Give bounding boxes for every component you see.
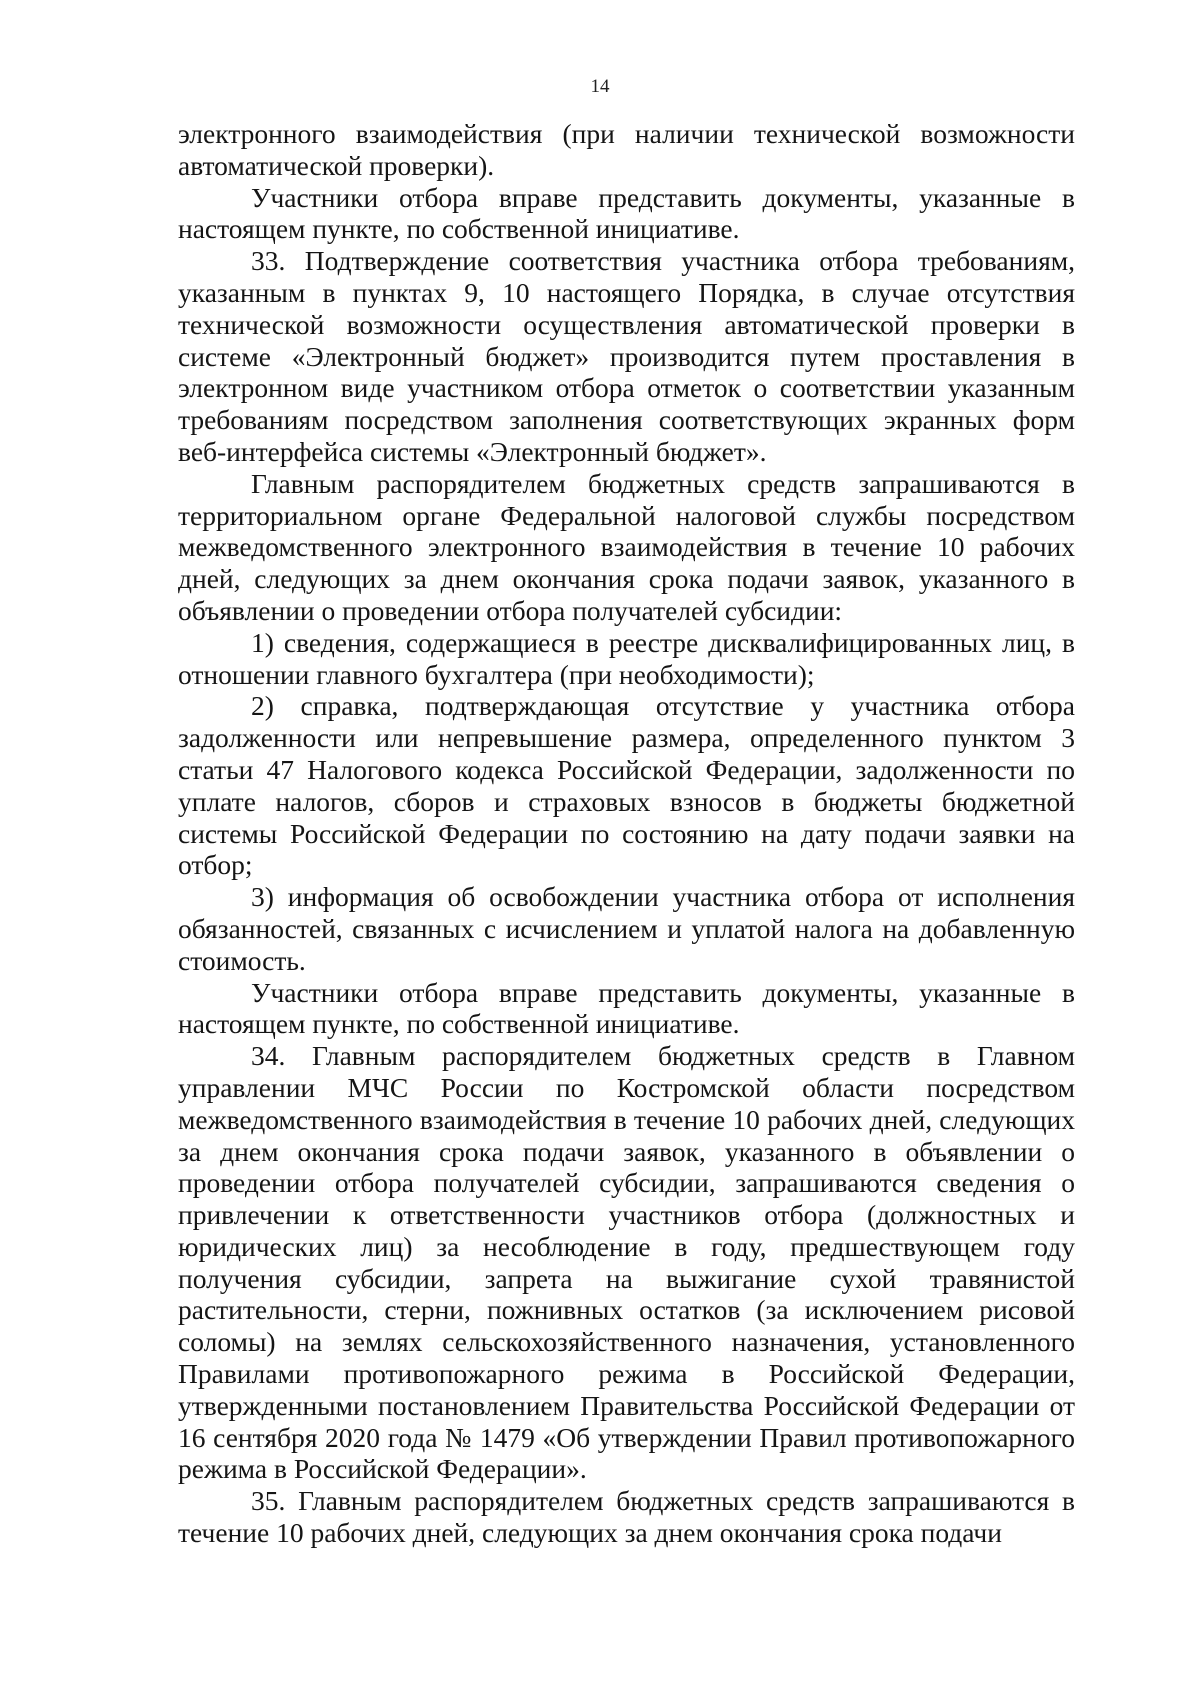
list-item-2: 2) справка, подтверждающая отсутствие у участника отбора задолженности или непревышение размера, определенного пунктом 3 статьи 47 Налогового кодекса Российской Федерации, задолженности по уплате налогов, сборов и страховых взносов в бюджеты бюджетной системы Российской Федерации по состоянию на дату подачи заявки на отбор;: [178, 690, 1075, 881]
paragraph-continuation: электронного взаимодействия (при наличии технической возможности автоматической проверки).: [178, 118, 1075, 181]
paragraph-item-34: 34. Главным распорядителем бюджетных средств в Главном управлении МЧС России по Костромской области посредством межведомственного взаимодействия в течение 10 рабочих дней, следующих за днем окончания срока подачи заявок, указанного в объявлении о проведении отбора получателей субсидии, запрашиваются сведения о привлечении к ответственности участников отбора (должностных и юридических лиц) за несоблюдение в году, предшествующем году получения субсидии, запрета на выжигание сухой травянистой растительности, стерни, пожнивных остатков (за исключением рисовой соломы) на землях сельскохозяйственного назначения, установленного Правилами противопожарного режима в Российской Федерации, утвержденными постановлением Правительства Российской Федерации от 16 сентября 2020 года № 1479 «Об утверждении Правил противопожарного режима в Российской Федерации».: [178, 1040, 1075, 1485]
paragraph-own-initiative-note: Участники отбора вправе представить документы, указанные в настоящем пункте, по собственной инициативе.: [178, 181, 1075, 245]
document-body: [178, 118, 1075, 1549]
paragraph-own-initiative-note: Участники отбора вправе представить документы, указанные в настоящем пункте, по собственной инициативе.: [178, 976, 1075, 1040]
paragraph-item-33: 33. Подтверждение соответствия участника отбора требованиям, указанным в пунктах 9, 10 настоящего Порядка, в случае отсутствия технической возможности осуществления автоматической проверки в системе «Электронный бюджет» производится путем проставления в электронном виде участником отбора отметок о соответствии указанным требованиям посредством заполнения соответствующих экранных форм веб-интерфейса системы «Электронный бюджет».: [178, 245, 1075, 467]
paragraph-tax-service-request: Главным распорядителем бюджетных средств запрашиваются в территориальном органе Федеральной налоговой службы посредством межведомственного электронного взаимодействия в течение 10 рабочих дней, следующих за днем окончания срока подачи заявок, указанного в объявлении о проведении отбора получателей субсидии:: [178, 467, 1075, 626]
list-item-1: 1) сведения, содержащиеся в реестре дисквалифицированных лиц, в отношении главного бухгалтера (при необходимости);: [178, 626, 1075, 690]
paragraph-item-35: 35. Главным распорядителем бюджетных средств запрашиваются в течение 10 рабочих дней, следующих за днем окончания срока подачи: [178, 1485, 1075, 1549]
page-number: 14: [590, 76, 610, 97]
list-item-3: 3) информация об освобождении участника отбора от исполнения обязанностей, связанных с исчислением и уплатой налога на добавленную стоимость.: [178, 881, 1075, 976]
